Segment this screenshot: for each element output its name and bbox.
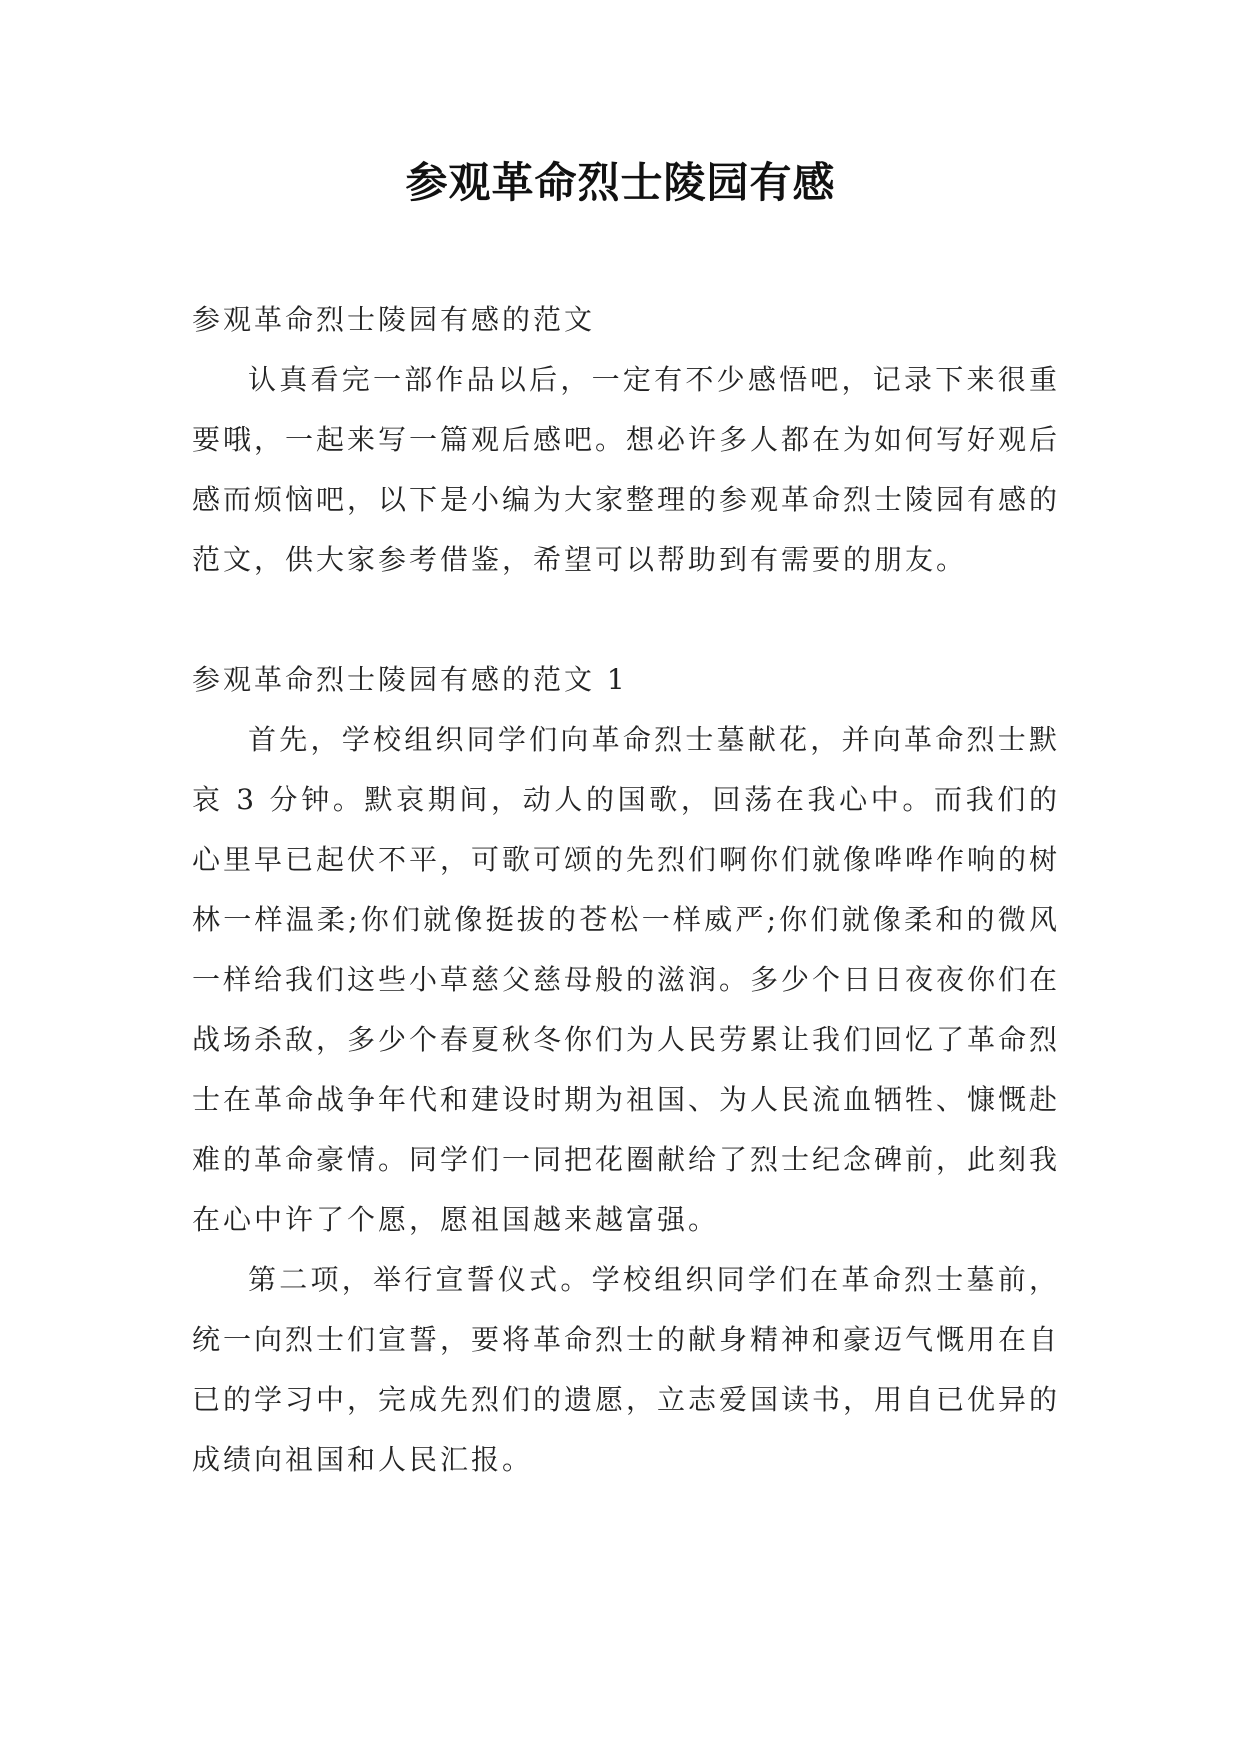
intro-paragraph: 认真看完一部作品以后，一定有不少感悟吧，记录下来很重要哦，一起来写一篇观后感吧。想必许多人都在为如何写好观后感而烦恼吧，以下是小编为大家整理的参观革命烈士陵园有感的范文，供大家参考借鉴，希望可以帮助到有需要的朋友。 xyxy=(192,363,1061,576)
section1-paragraph-1: 首先，学校组织同学们向革命烈士墓献花，并向革命烈士默哀 3 分钟。默哀期间，动人的国歌，回荡在我心中。而我们的心里早已起伏不平，可歌可颂的先烈们啊你们就像哗哗作响的树林一样温柔;你们就像挺拔的苍松一样威严;你们就像柔和的微风一样给我们这些小草慈父慈母般的滋润。多少个日日夜夜你们在战场杀敌，多少个春夏秋冬你们为人民劳累让我们回忆了革命烈士在革命战争年代和建设时期为祖国、为人民流血牺牲、慷慨赴难的革命豪情。同学们一同把花圈献给了烈士纪念碑前，此刻我在心中许了个愿，愿祖国越来越富强。 xyxy=(192,723,1061,1236)
section1-paragraph-2: 第二项，举行宣誓仪式。学校组织同学们在革命烈士墓前，统一向烈士们宣誓，要将革命烈士的献身精神和豪迈气慨用在自已的学习中，完成先烈们的遗愿，立志爱国读书，用自已优异的成绩向祖国和人民汇报。 xyxy=(192,1263,1061,1476)
section1-heading: 参观革命烈士陵园有感的范文 1 xyxy=(192,663,628,696)
section-spacer xyxy=(192,590,1060,650)
document-body xyxy=(192,290,1060,1490)
intro-heading: 参观革命烈士陵园有感的范文 xyxy=(192,303,596,336)
document-title: 参观革命烈士陵园有感 xyxy=(405,158,836,207)
